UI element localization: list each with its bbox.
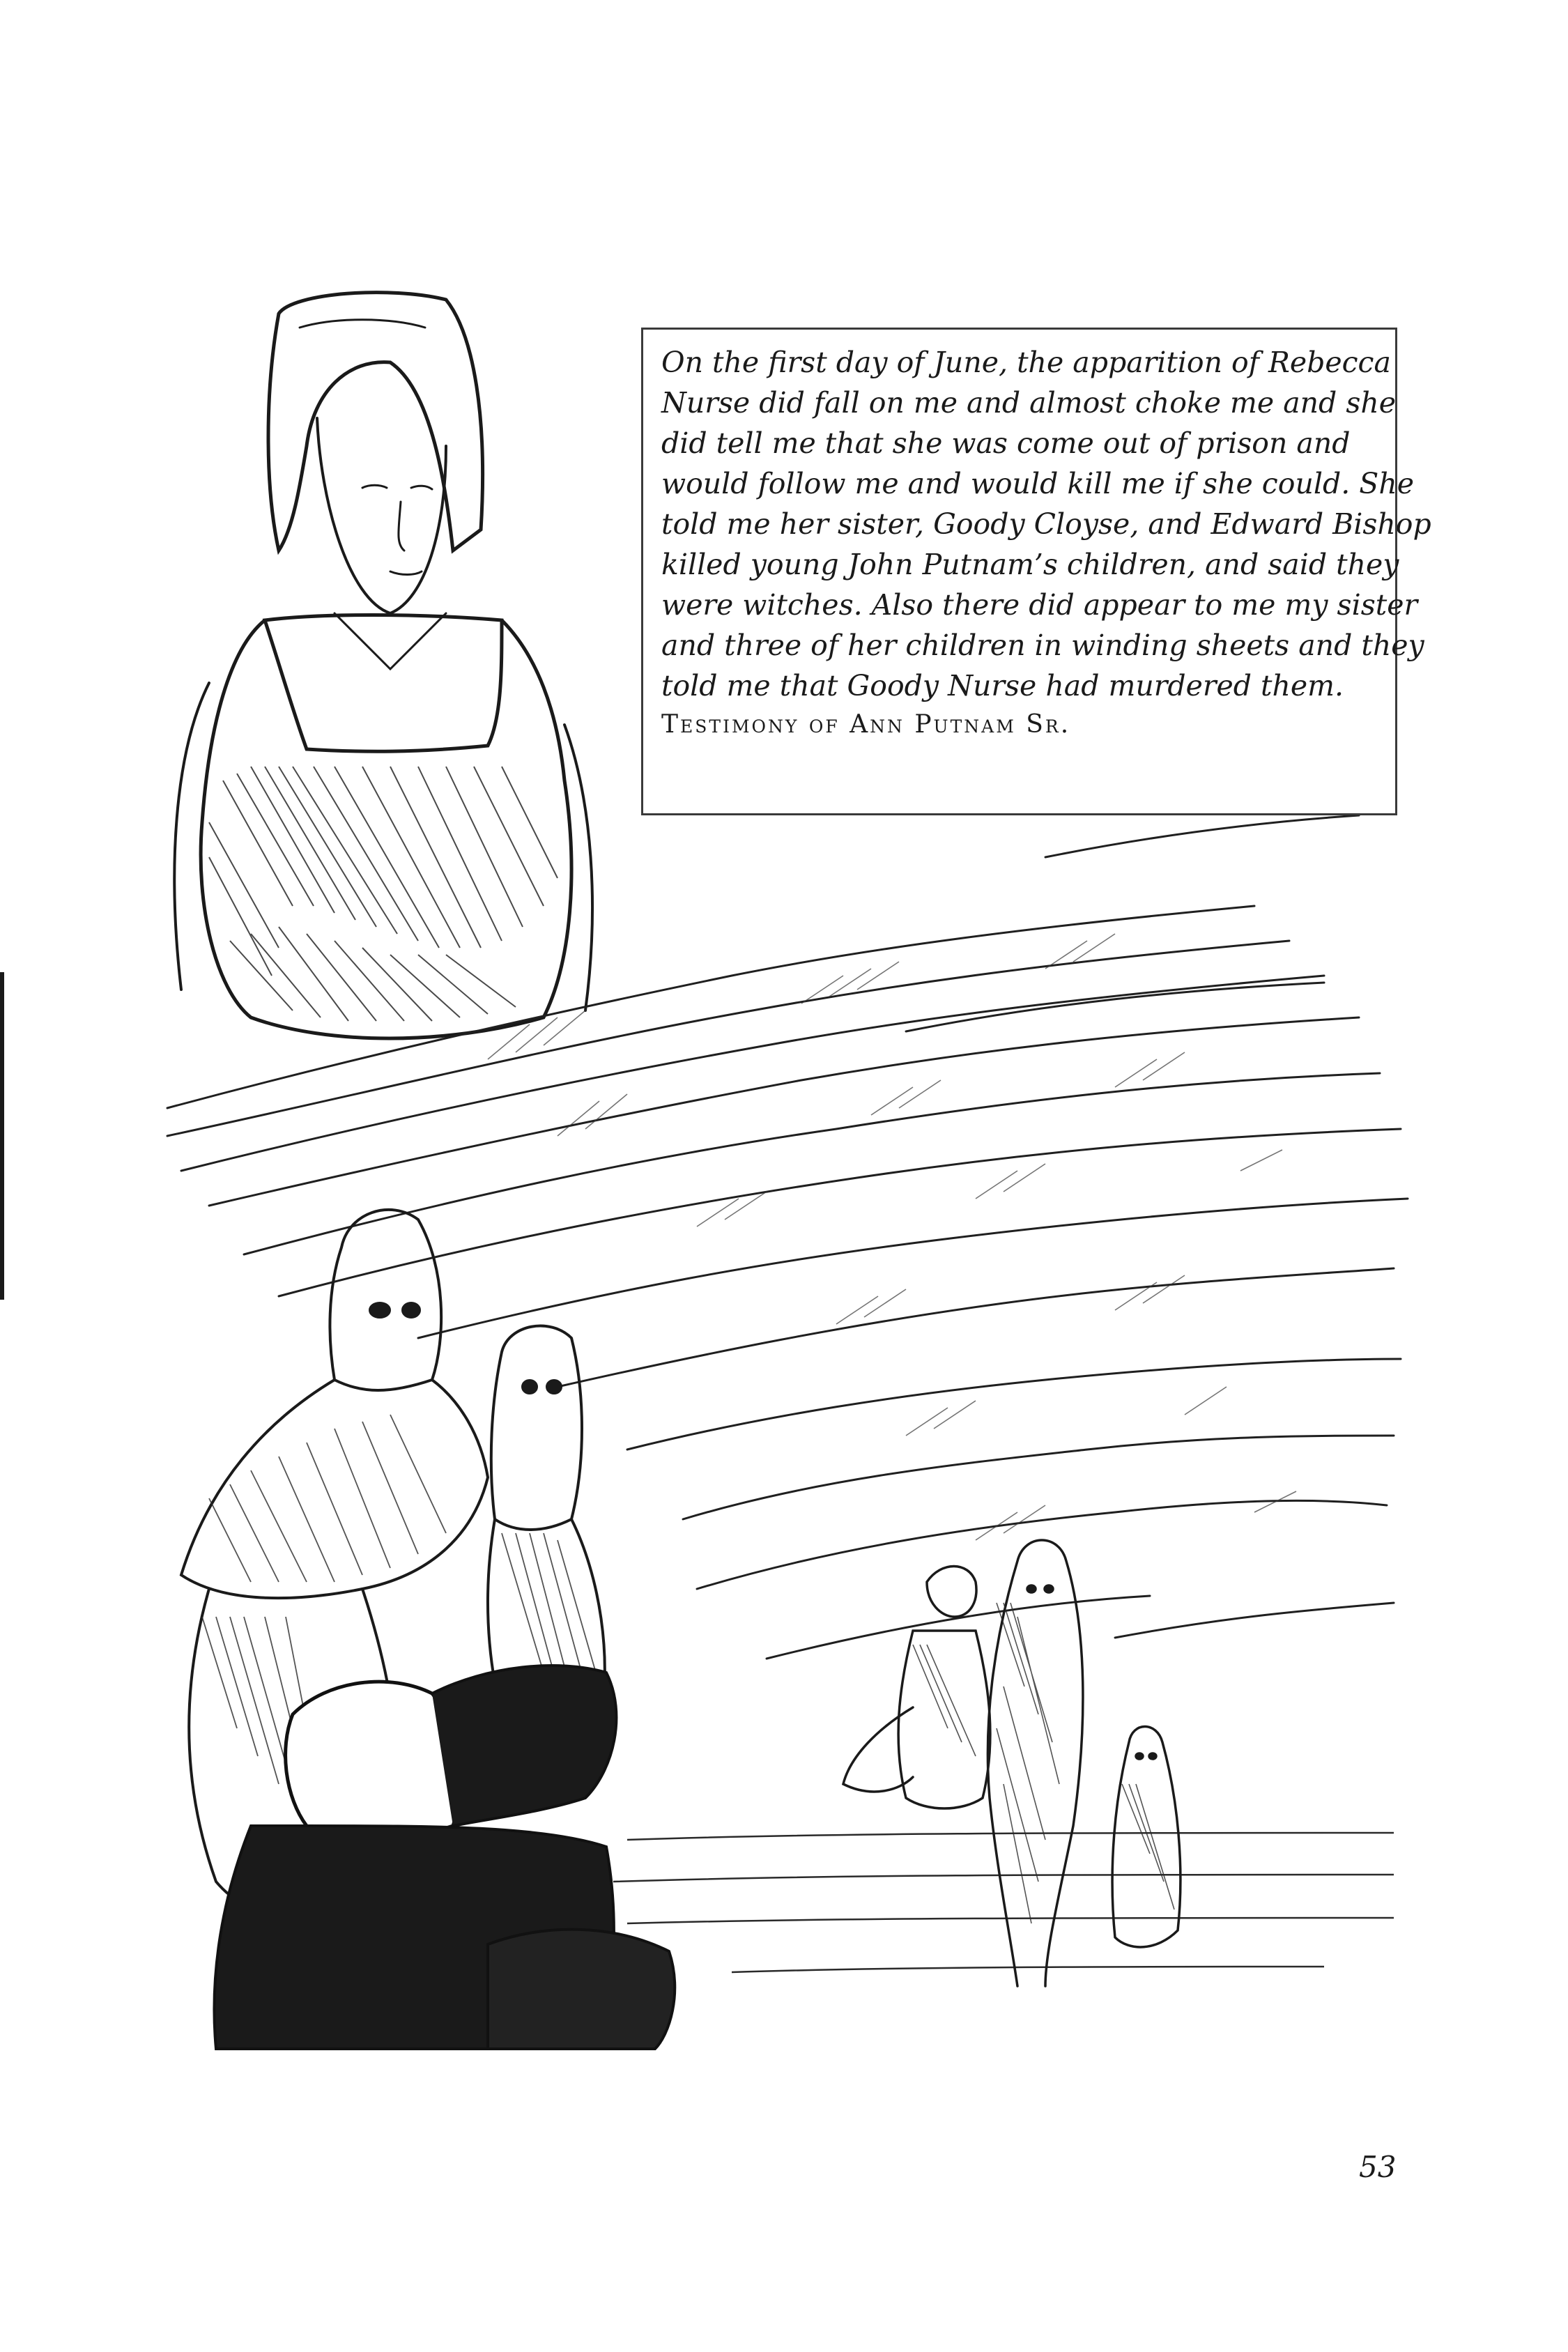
caption-text	[661, 342, 1431, 706]
caption-line: would follow me and would kill me if she could. She	[661, 467, 1415, 500]
caption-line: Nurse did fall on me and almost choke me and she	[661, 386, 1397, 420]
caption-line: did tell me that she was come out of prison and	[661, 426, 1351, 460]
caption-line: On the first day of June, the apparition of Rebecca	[661, 346, 1391, 379]
rebecca-nurse-figure	[174, 293, 592, 1038]
caption-source: Testimony of Ann Putnam Sr.	[661, 710, 1071, 739]
dress-hatching	[209, 767, 558, 1021]
caption-line: and three of her children in winding sheets and they	[661, 629, 1424, 662]
page-number: 53	[1359, 2150, 1397, 2184]
caption-line: were witches. Also there did appear to me my sister	[661, 588, 1418, 622]
caption-line: told me that Goody Nurse had murdered them.	[661, 669, 1344, 702]
caption-line: killed young John Putnam’s children, and said they	[661, 548, 1399, 581]
wind-strokes	[167, 815, 1408, 1659]
margin-rule	[0, 972, 4, 1300]
caption-box	[641, 328, 1431, 815]
frightened-woman	[214, 1666, 675, 2049]
caption-line: told me her sister, Goody Cloyse, and Edward Bishop	[661, 507, 1431, 541]
